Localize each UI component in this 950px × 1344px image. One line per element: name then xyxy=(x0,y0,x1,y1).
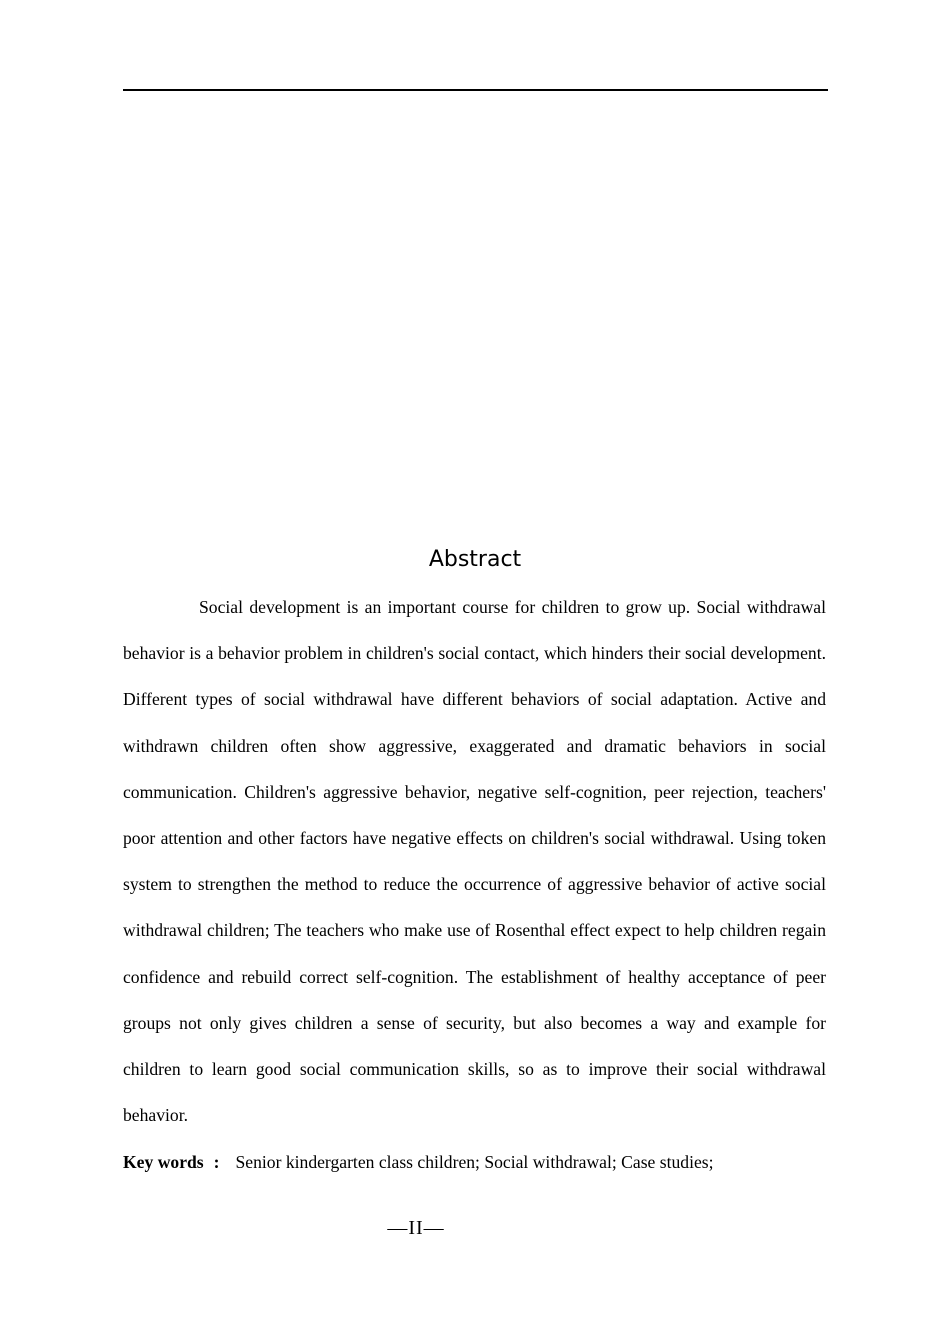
keywords-value: Senior kindergarten class children; Social withdrawal; Case studies; xyxy=(235,1152,714,1172)
keywords-line xyxy=(123,1148,826,1176)
keywords-label: Key words xyxy=(123,1152,204,1172)
abstract-body: Social development is an important course for children to grow up. Social withdrawal behavior is a behavior problem in children's social contact, which hinders their social development. Different types of social withdrawal have different behaviors of social adaptation. Active and withdrawn children often show aggressive, exaggerated and dramatic behaviors in social communication. Children's aggressive behavior, negative self-cognition, peer rejection, teachers' poor attention and other factors have negative effects on children's social withdrawal. Using token system to strengthen the method to reduce the occurrence of aggressive behavior of active social withdrawal children; The teachers who make use of Rosenthal effect expect to help children regain confidence and rebuild correct self-cognition. The establishment of healthy acceptance of peer groups not only gives children a sense of security, but also becomes a way and example for children to learn good social communication skills, so as to improve their social withdrawal behavior. xyxy=(123,597,826,1126)
page-number: —II— xyxy=(387,1217,445,1239)
header-rule xyxy=(123,89,828,91)
abstract-title: Abstract xyxy=(428,547,522,572)
keywords-colon: : xyxy=(213,1152,220,1172)
